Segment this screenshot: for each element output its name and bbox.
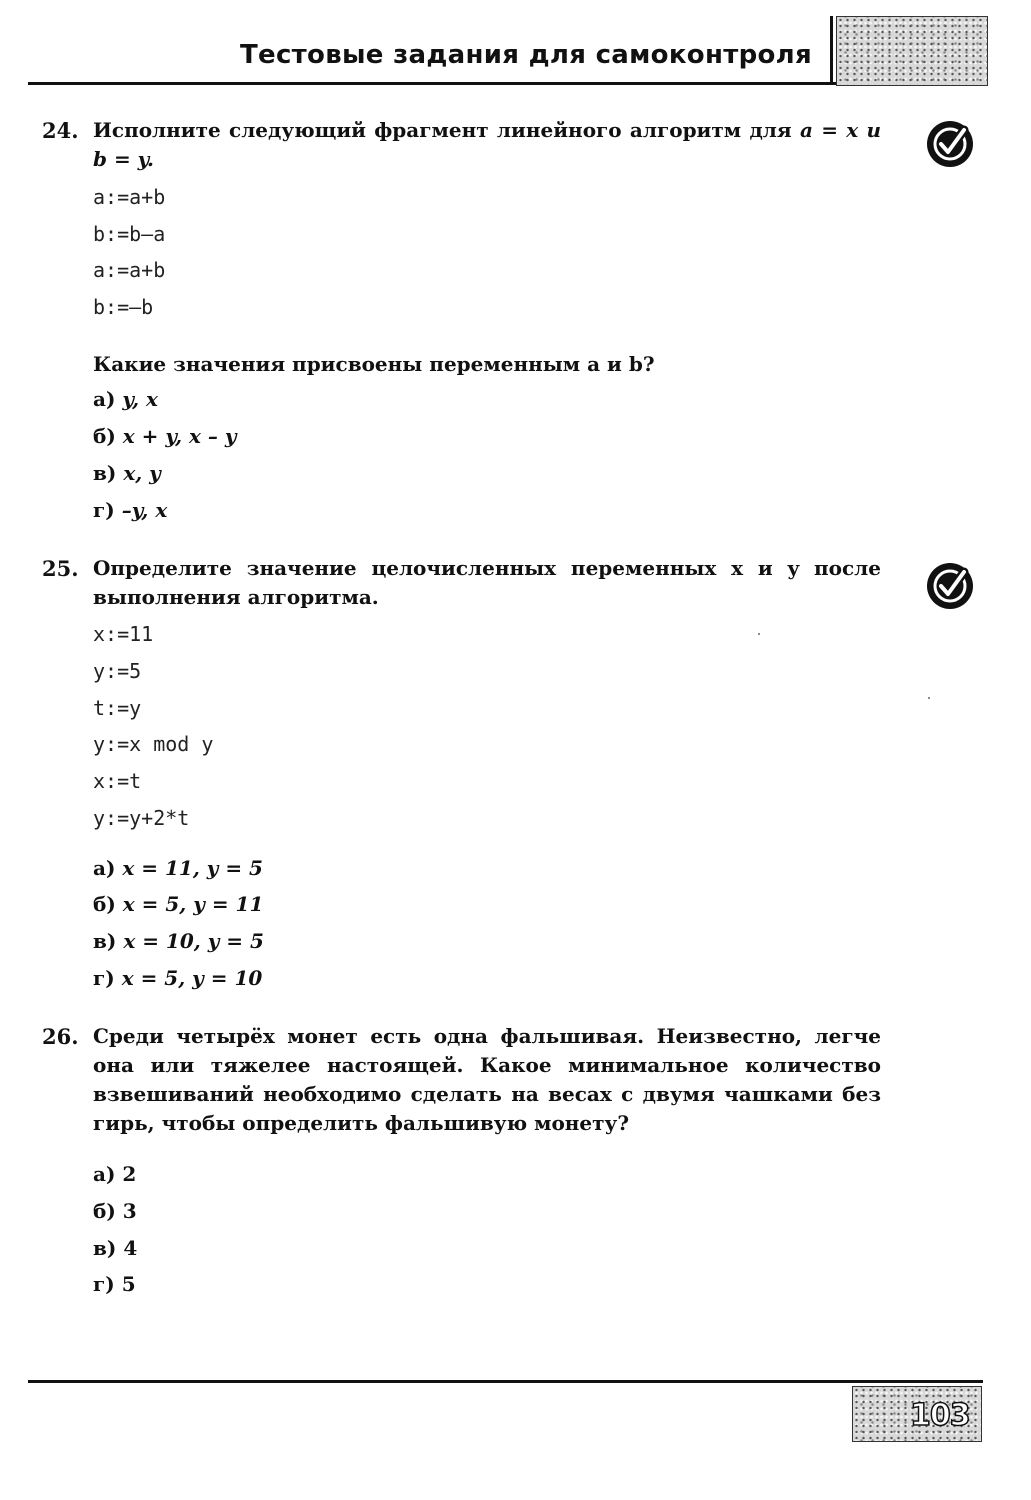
answer-option: б) x + y, x – y — [93, 424, 237, 448]
code-line: a:=a+b — [93, 258, 166, 282]
code-line: y:=x mod y — [93, 732, 214, 756]
code-line: b:=b–a — [93, 222, 166, 246]
question-24-text-main: Исполните следующий фрагмент линейного алгоритм для — [93, 118, 800, 142]
header-vertical-divider — [830, 16, 833, 84]
code-line: y:=5 — [93, 659, 142, 683]
check-circle-icon — [926, 120, 974, 168]
answer-option: в) x = 10, y = 5 — [93, 929, 264, 953]
code-line: a:=a+b — [93, 185, 166, 209]
code-line: t:=y — [93, 696, 142, 720]
answer-option: б) x = 5, y = 11 — [93, 892, 264, 916]
question-25-text: Определите значение целочисленных переменных x и y после выполнения алгоритма. — [93, 556, 881, 609]
answer-option: в) x, y — [93, 461, 161, 485]
question-24-number: 24. — [42, 118, 79, 143]
code-line: x:=11 — [93, 622, 154, 646]
answer-option: б) 3 — [93, 1199, 137, 1223]
page-title: Тестовые задания для самоконтроля — [240, 40, 812, 70]
answer-option: а) 2 — [93, 1162, 137, 1186]
answer-option: а) x = 11, y = 5 — [93, 856, 263, 880]
scan-speck — [928, 697, 930, 699]
answer-option: г) 5 — [93, 1272, 136, 1296]
answer-option: в) 4 — [93, 1236, 138, 1260]
footer-divider — [28, 1380, 983, 1383]
question-24-prompt: Какие значения присвоены переменным a и b? — [93, 352, 655, 376]
check-circle-icon — [926, 562, 974, 610]
question-26-number: 26. — [42, 1024, 79, 1049]
answer-option: г) x = 5, y = 10 — [93, 966, 263, 990]
page-number: 103 — [910, 1398, 970, 1433]
question-25-number: 25. — [42, 556, 79, 581]
header-decorative-texture — [836, 16, 988, 86]
code-line: y:=y+2*t — [93, 806, 190, 830]
question-26-text: Среди четырёх монет есть одна фальшивая. Неизвестно, легче она или тяжелее настоящей. Какое минимальное количество взвешиваний необходимо сделать на весах с двумя чашками без гирь, чтобы определить фальшивую монету? — [93, 1024, 881, 1135]
answer-option: г) –y, x — [93, 498, 168, 522]
answer-option: а) y, x — [93, 387, 158, 411]
header-divider — [28, 82, 840, 85]
scan-speck — [758, 633, 760, 635]
code-line: b:=–b — [93, 295, 154, 319]
question-24-text — [93, 116, 881, 174]
code-line: x:=t — [93, 769, 142, 793]
question-24-condition: a = x и b = y. — [93, 118, 881, 171]
